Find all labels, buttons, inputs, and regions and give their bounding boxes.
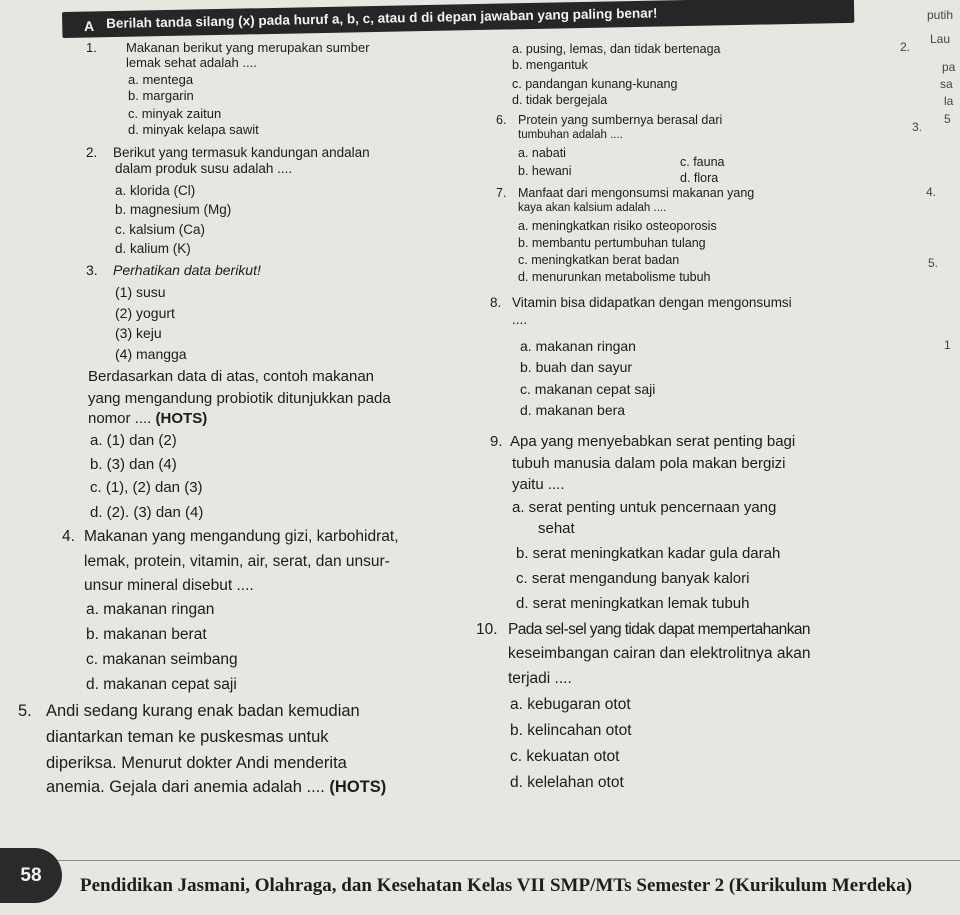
answer-option[interactable]: d. makanan bera [520,402,626,418]
answer-option[interactable]: c. fauna [680,155,725,169]
data-list-item: (1) susu [115,284,166,300]
question-stem: tumbuhan adalah .... [518,129,623,141]
question-stem: Andi sedang kurang enak badan kemudian [46,702,360,720]
answer-option[interactable]: b. mengantuk [512,58,588,72]
margin-note: 3. [912,120,923,134]
margin-note: 5. [928,256,939,270]
answer-option[interactable]: c. minyak zaitun [128,106,222,121]
question-stem: Berikut yang termasuk kandungan andalan [113,145,370,160]
question-number: 5. [18,702,32,720]
question-stem: Makanan berikut yang merupakan sumber [126,40,370,55]
question-number: 2. [86,145,98,160]
answer-option[interactable]: a. serat penting untuk pencernaan yang [512,499,777,516]
answer-option[interactable]: c. makanan seimbang [86,651,238,668]
answer-option[interactable]: a. makanan ringan [520,338,636,354]
question-number: 4. [62,528,75,545]
question-stem: unsur mineral disebut .... [84,577,254,594]
answer-option[interactable]: a. klorida (Cl) [115,183,196,198]
question-stem: terjadi .... [508,670,572,687]
answer-option[interactable]: c. meningkatkan berat badan [518,253,680,267]
answer-option[interactable]: b. magnesium (Mg) [115,202,232,217]
question-body: Berdasarkan data di atas, contoh makanan [88,368,375,385]
answer-option[interactable]: d. (2). (3) dan (4) [90,504,204,521]
margin-note: pa [942,60,956,74]
answer-option[interactable]: c. kalsium (Ca) [115,222,206,237]
question-stem: Pada sel-sel yang tidak dapat mempertahankan [508,621,810,638]
margin-note: 4. [926,185,937,199]
answer-option[interactable]: b. hewani [518,164,572,178]
answer-option[interactable]: c. makanan cepat saji [520,381,656,397]
question-stem: keseimbangan cairan dan elektrolitnya akan [508,645,811,662]
answer-option[interactable]: b. (3) dan (4) [90,456,177,473]
answer-option[interactable]: a. pusing, lemas, dan tidak bertenaga [512,42,721,56]
margin-note: sa [940,77,953,91]
question-stem: kaya akan kalsium adalah .... [518,202,667,214]
answer-option[interactable]: a. kebugaran otot [510,696,631,713]
answer-option[interactable]: d. tidak bergejala [512,93,608,107]
answer-option[interactable]: c. (1), (2) dan (3) [90,479,203,496]
margin-note: 5 [944,112,951,126]
question-stem: dalam produk susu adalah .... [115,161,293,176]
margin-note: la [944,94,954,108]
question-number: 1. [86,40,97,55]
question-body: yang mengandung probiotik ditunjukkan pada [88,390,391,407]
question-body: nomor .... [88,410,156,427]
answer-option[interactable]: c. pandangan kunang-kunang [512,77,678,91]
question-stem: anemia. Gejala dari anemia adalah .... [46,778,330,796]
answer-option[interactable]: d. minyak kelapa sawit [128,122,259,137]
answer-option[interactable]: c. serat mengandung banyak kalori [516,570,750,587]
answer-option[interactable]: d. flora [680,171,719,185]
question-stem: Protein yang sumbernya berasal dari [518,113,723,127]
footer-divider [50,860,960,861]
data-list-item: (3) keju [115,325,162,341]
question-number: 6. [496,113,507,127]
answer-option-continuation: sehat [538,520,575,537]
question-stem: Vitamin bisa didapatkan dengan mengonsumsi [512,295,792,310]
margin-note: Lau [930,32,951,46]
answer-option[interactable]: a. meningkatkan risiko osteoporosis [518,219,717,233]
answer-option[interactable]: b. margarin [128,88,194,103]
answer-option[interactable]: d. kelelahan otot [510,774,624,791]
answer-option[interactable]: a. makanan ringan [86,601,215,618]
answer-option[interactable]: b. serat meningkatkan kadar gula darah [516,545,781,562]
question-stem: Manfaat dari mengonsumsi makanan yang [518,186,755,200]
answer-option[interactable]: b. kelincahan otot [510,722,632,739]
answer-option[interactable]: d. makanan cepat saji [86,676,237,693]
question-stem: diperiksa. Menurut dokter Andi menderita [46,754,347,772]
question-stem: lemak, protein, vitamin, air, serat, dan unsur- [84,553,390,570]
question-number: 10. [476,621,498,638]
answer-option[interactable]: c. kekuatan otot [510,748,620,765]
question-number: 9. [490,433,503,450]
answer-option[interactable]: b. makanan berat [86,626,207,643]
question-number: 8. [490,295,502,310]
margin-note: putih [927,8,954,22]
question-stem: yaitu .... [512,476,565,493]
question-stem: Makanan yang mengandung gizi, karbohidrat, [84,528,399,545]
margin-note: 1 [944,338,951,352]
answer-option[interactable]: d. kalium (K) [115,241,191,256]
question-number: 7. [496,186,507,200]
question-stem: Perhatikan data berikut! [113,262,261,278]
margin-note: 2. [900,40,911,54]
hots-tag: (HOTS) [155,410,208,427]
answer-option[interactable]: a. mentega [128,72,194,87]
section-label: A [83,17,95,35]
instruction-text: Berilah tanda silang (x) pada huruf a, b, c, atau d di depan jawaban yang paling benar! [106,5,658,31]
question-stem: lemak sehat adalah .... [126,55,257,70]
answer-option[interactable]: d. menurunkan metabolisme tubuh [518,270,711,284]
hots-tag: (HOTS) [329,778,387,796]
answer-option[interactable]: a. nabati [518,146,566,160]
answer-option[interactable]: a. (1) dan (2) [90,432,177,449]
answer-option[interactable]: d. serat meningkatkan lemak tubuh [516,595,750,612]
question-stem: diantarkan teman ke puskesmas untuk [46,728,329,746]
data-list-item: (4) mangga [115,346,187,362]
question-stem: .... [512,312,528,327]
question-stem: Apa yang menyebabkan serat penting bagi [510,433,796,450]
book-title: Pendidikan Jasmani, Olahraga, dan Kesehatan Kelas VII SMP/MTs Semester 2 (Kurikulum Merdeka) [80,875,913,896]
answer-option[interactable]: b. membantu pertumbuhan tulang [518,236,706,250]
question-stem: tubuh manusia dalam pola makan bergizi [512,455,786,472]
question-number: 3. [86,262,98,278]
page-number: 58 [0,848,62,903]
answer-option[interactable]: b. buah dan sayur [520,359,633,375]
data-list-item: (2) yogurt [115,305,175,321]
